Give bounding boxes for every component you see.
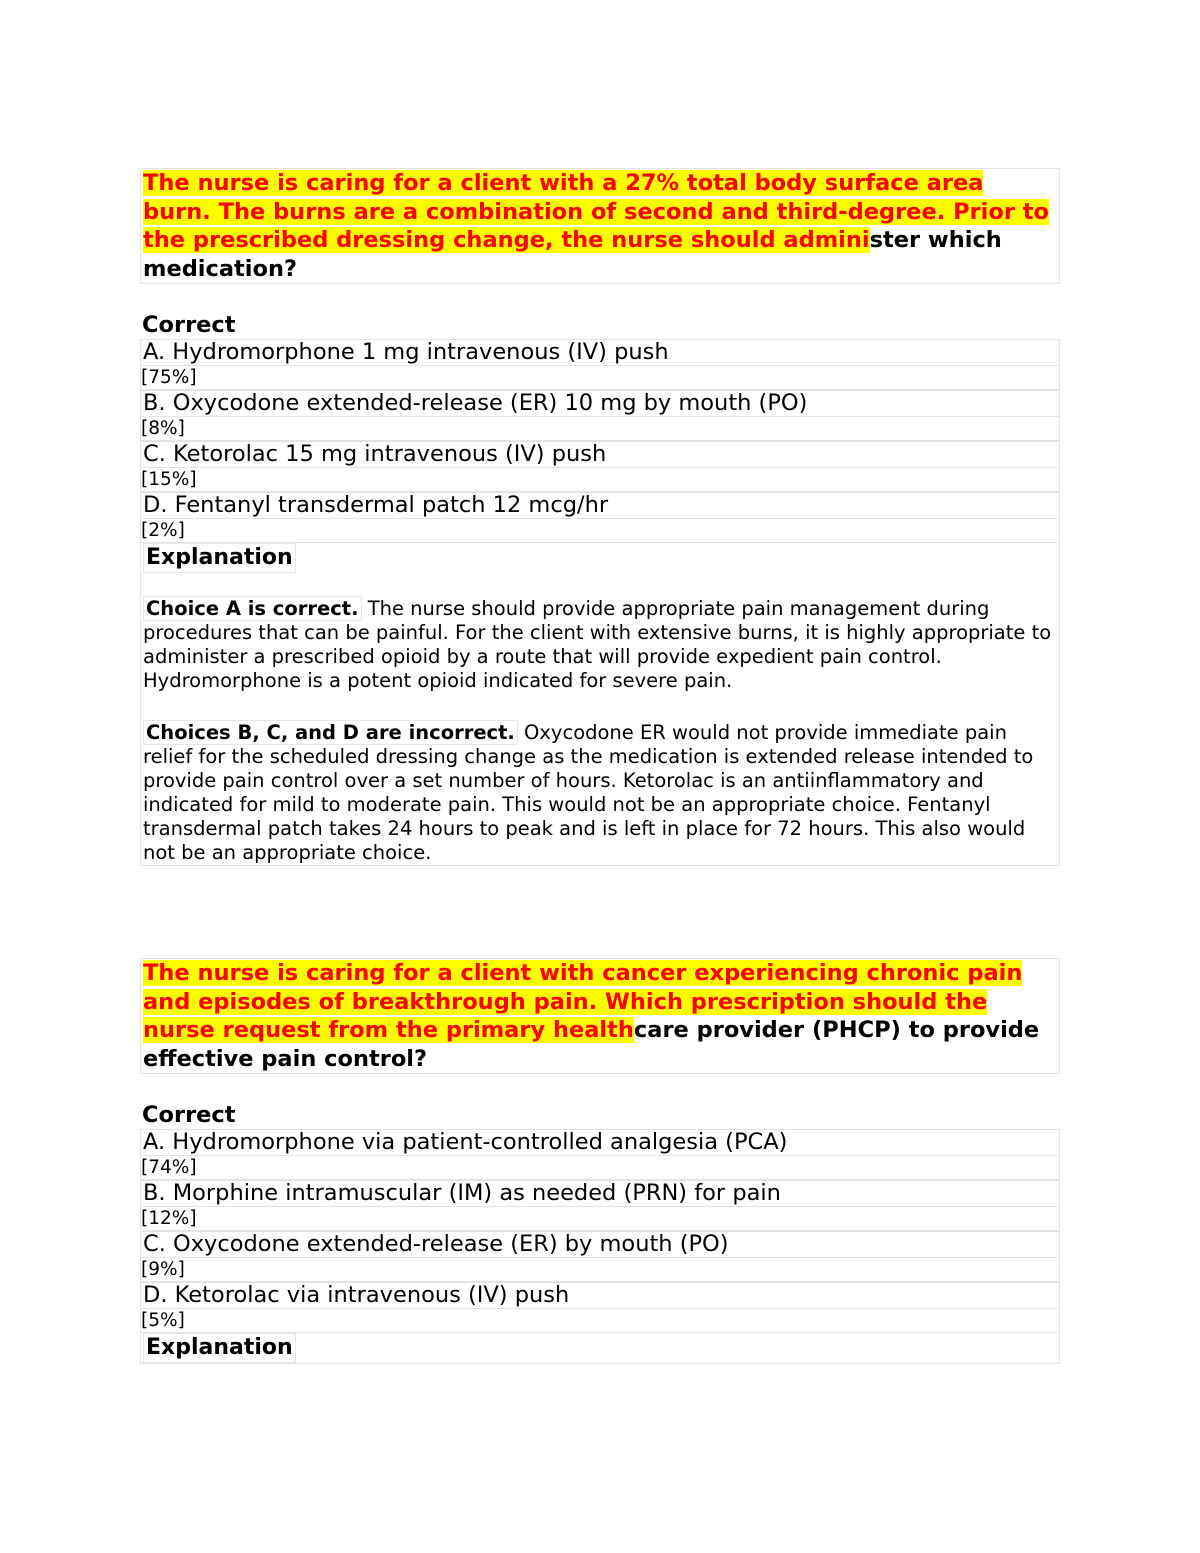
choice-d-percent: [2%] [140,519,1060,543]
explanation-heading: Explanation [143,543,296,573]
choice-a-percent: [75%] [140,366,1060,390]
choice-b: B. Morphine intramuscular (IM) as needed (PRN) for pain [140,1180,1060,1207]
choice-d-percent: [5%] [140,1309,1060,1333]
choice-a: A. Hydromorphone via patient-controlled analgesia (PCA) [140,1129,1060,1156]
choice-a: A. Hydromorphone 1 mg intravenous (IV) push [140,339,1060,366]
question-stem-highlight: The nurse is caring for a client with cancer experiencing chronic pain and episodes of breakthrough pain. Which prescription should the nurse request from the primary health [143,960,1023,1043]
explanation-heading: Explanation [143,1333,296,1363]
question-stem-rest: care provider (PHCP) to provide effective pain control? [143,1017,1040,1072]
choice-a-percent: [74%] [140,1156,1060,1180]
choice-d: D. Fentanyl transdermal patch 12 mcg/hr [140,492,1060,519]
explanation-lead-incorrect: Choices B, C, and D are incorrect. [143,720,518,745]
explanation-box [140,1333,1060,1364]
choice-d: D. Ketorolac via intravenous (IV) push [140,1282,1060,1309]
question-stem-highlight: The nurse is caring for a client with a 27% total body surface area burn. The burns are a combination of second and third-degree. Prior to the prescribed dressing change, the nurse should admini [143,170,1049,253]
question-stem [140,168,1060,284]
question-1 [140,168,1060,866]
question-2 [140,958,1060,1364]
choice-b-percent: [8%] [140,417,1060,441]
answer-status: Correct [142,312,236,338]
choice-c-percent: [9%] [140,1258,1060,1282]
answer-status: Correct [142,1102,236,1128]
explanation-paragraph-correct [143,597,1059,693]
choice-c: C. Oxycodone extended-release (ER) by mouth (PO) [140,1231,1060,1258]
choice-b-percent: [12%] [140,1207,1060,1231]
choice-c: C. Ketorolac 15 mg intravenous (IV) push [140,441,1060,468]
choice-c-percent: [15%] [140,468,1060,492]
explanation-body-correct: The nurse should provide appropriate pain management during procedures that can be painful. For the client with extensive burns, it is highly appropriate to administer a prescribed opioid by a route that will provide expedient pain control. Hydromorphone is a potent opioid indicated for severe pain. [143,597,1052,692]
choice-b: B. Oxycodone extended-release (ER) 10 mg by mouth (PO) [140,390,1060,417]
explanation-paragraph-incorrect [143,721,1059,865]
explanation-box [140,543,1060,866]
question-stem-rest: ster which medication? [143,227,1002,282]
explanation-body-incorrect: Oxycodone ER would not provide immediate pain relief for the scheduled dressing change as the medication is extended release intended to provide pain control over a set number of hours. Ketorolac is an antiinflammatory and indicated for mild to moderate pain. This would not be an appropriate choice. Fentanyl transdermal patch takes 24 hours to peak and is left in place for 72 hours. This also would not be an appropriate choice. [143,721,1034,864]
explanation-lead-correct: Choice A is correct. [143,596,362,621]
question-stem [140,958,1060,1074]
